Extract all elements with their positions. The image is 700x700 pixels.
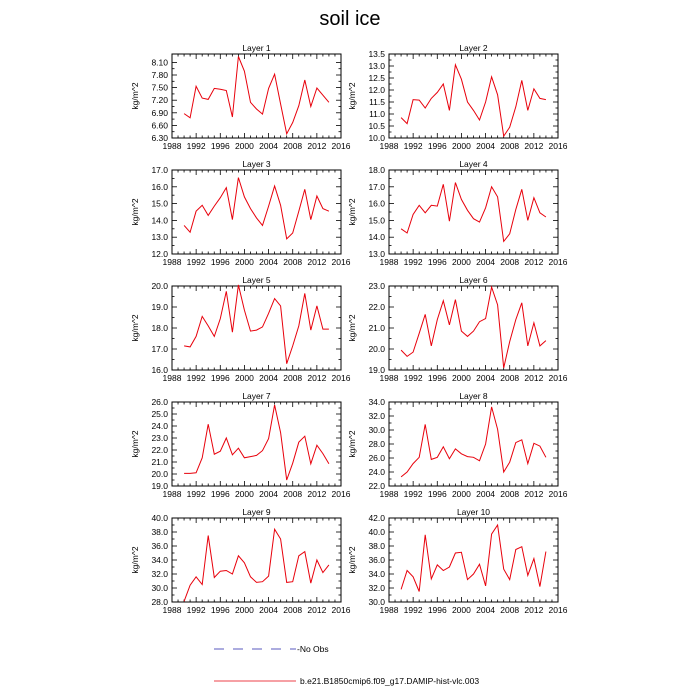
y-tick-label: 42.0 (368, 513, 385, 523)
y-tick-label: 16.0 (151, 365, 168, 375)
y-tick-label: 34.0 (368, 397, 385, 407)
y-tick-label: 12.0 (151, 249, 168, 259)
x-tick-label: 2008 (283, 489, 303, 499)
plot-frame (172, 402, 341, 486)
y-tick-label: 12.0 (368, 85, 385, 95)
x-tick-label: 1996 (210, 605, 230, 615)
x-tick-label: 2008 (500, 373, 520, 383)
panel-title: Layer 3 (242, 159, 271, 169)
x-tick-label: 1996 (210, 373, 230, 383)
x-tick-label: 2016 (548, 257, 568, 267)
y-tick-label: 40.0 (368, 527, 385, 537)
series-line (184, 57, 329, 134)
x-tick-label: 1988 (379, 373, 399, 383)
x-tick-label: 1992 (186, 257, 206, 267)
y-tick-label: 26.0 (368, 453, 385, 463)
y-tick-label: 8.10 (151, 57, 168, 68)
x-tick-label: 2004 (476, 489, 496, 499)
y-tick-label: 10.5 (368, 121, 385, 131)
y-tick-label: 28.0 (368, 439, 385, 449)
x-tick-label: 2004 (259, 257, 279, 267)
x-tick-label: 1988 (379, 489, 399, 499)
y-tick-label: 12.5 (368, 73, 385, 83)
x-tick-label: 1992 (186, 605, 206, 615)
x-tick-label: 2000 (234, 141, 254, 151)
x-tick-label: 2000 (451, 489, 471, 499)
y-axis-label: kg/m^2 (130, 82, 140, 110)
x-tick-label: 2000 (451, 257, 471, 267)
y-axis-label: kg/m^2 (347, 546, 357, 574)
x-tick-label: 1988 (162, 373, 182, 383)
x-tick-label: 2016 (331, 489, 351, 499)
chart-panel (130, 507, 351, 615)
panel-title: Layer 6 (459, 275, 488, 285)
x-tick-label: 2012 (307, 257, 327, 267)
y-tick-label: 20.0 (368, 344, 385, 354)
x-tick-label: 1988 (379, 605, 399, 615)
y-tick-label: 24.0 (151, 421, 168, 431)
series-line (401, 525, 546, 592)
y-tick-label: 7.80 (151, 70, 168, 80)
chart-panel (347, 507, 568, 615)
x-tick-label: 1988 (379, 141, 399, 151)
y-tick-label: 19.0 (151, 302, 168, 312)
y-tick-label: 24.0 (368, 467, 385, 477)
x-tick-label: 2012 (307, 605, 327, 615)
y-tick-label: 20.0 (151, 281, 168, 291)
y-axis-label: kg/m^2 (130, 430, 140, 458)
y-tick-label: 13.0 (368, 249, 385, 259)
panel-title: Layer 4 (459, 159, 488, 169)
x-tick-label: 2016 (331, 373, 351, 383)
series-line (401, 407, 546, 477)
y-tick-label: 30.0 (368, 425, 385, 435)
x-tick-label: 1992 (403, 489, 423, 499)
y-axis-label: kg/m^2 (130, 198, 140, 226)
y-axis-label: kg/m^2 (130, 546, 140, 574)
y-tick-label: 19.0 (151, 481, 168, 491)
x-tick-label: 1996 (210, 141, 230, 151)
page-title: soil ice (319, 8, 381, 30)
y-tick-label: 10.0 (368, 133, 385, 143)
y-tick-label: 22.0 (368, 302, 385, 312)
y-tick-label: 38.0 (368, 541, 385, 551)
legend-obs-label: -No Obs (297, 644, 329, 654)
y-tick-label: 16.0 (368, 198, 385, 209)
plot-frame (389, 402, 558, 486)
y-tick-label: 40.0 (151, 513, 168, 523)
x-tick-label: 2008 (500, 257, 520, 267)
x-tick-label: 2008 (283, 141, 303, 151)
chart-panel (130, 275, 351, 383)
plot-frame (172, 518, 341, 602)
panel-title: Layer 10 (456, 507, 491, 517)
x-tick-label: 2008 (283, 257, 303, 267)
x-tick-label: 2004 (476, 257, 496, 267)
panel-title: Layer 9 (242, 507, 271, 517)
y-tick-label: 17.0 (151, 344, 168, 354)
x-tick-label: 2004 (259, 605, 279, 615)
y-tick-label: 11.5 (369, 97, 385, 107)
x-tick-label: 2012 (307, 489, 327, 499)
x-tick-label: 1988 (162, 257, 182, 267)
x-tick-label: 1992 (186, 489, 206, 499)
y-axis-label: kg/m^2 (347, 314, 357, 342)
x-tick-label: 2000 (234, 489, 254, 499)
panel-title: Layer 8 (459, 391, 488, 401)
x-tick-label: 2004 (259, 373, 279, 383)
y-tick-label: 30.0 (151, 583, 168, 593)
x-tick-label: 2012 (524, 373, 544, 383)
x-tick-label: 2004 (476, 373, 496, 383)
x-tick-label: 2012 (524, 489, 544, 499)
x-tick-label: 2008 (283, 605, 303, 615)
y-tick-label: 36.0 (151, 541, 168, 551)
y-axis-label: kg/m^2 (347, 198, 357, 226)
x-tick-label: 2004 (259, 489, 279, 499)
x-tick-label: 2008 (500, 605, 520, 615)
chart-panel (347, 159, 568, 267)
y-tick-label: 38.0 (151, 527, 168, 537)
x-tick-label: 2012 (307, 141, 327, 151)
y-tick-label: 6.90 (151, 107, 168, 118)
y-tick-label: 30.0 (368, 597, 385, 607)
x-tick-label: 2012 (524, 257, 544, 267)
x-tick-label: 1996 (427, 257, 447, 267)
y-tick-label: 22.0 (151, 445, 168, 455)
x-tick-label: 2000 (451, 373, 471, 383)
y-tick-label: 13.5 (368, 49, 385, 59)
legend-model-label: b.e21.B1850cmip6.f09_g17.DAMIP-hist-vlc.003 (300, 676, 480, 686)
x-tick-label: 1992 (403, 605, 423, 615)
y-tick-label: 34.0 (151, 555, 168, 565)
panel-title: Layer 7 (242, 391, 271, 401)
y-tick-label: 18.0 (151, 323, 168, 333)
x-tick-label: 2008 (283, 373, 303, 383)
y-tick-label: 36.0 (368, 555, 385, 565)
y-tick-label: 6.30 (151, 133, 168, 143)
y-tick-label: 32.0 (368, 411, 385, 421)
y-tick-label: 6.60 (151, 120, 168, 131)
series-line (401, 65, 546, 136)
x-tick-label: 1988 (379, 257, 399, 267)
y-tick-label: 18.0 (368, 165, 385, 175)
y-tick-label: 13.0 (151, 232, 168, 243)
x-tick-label: 2012 (524, 141, 544, 151)
series-line (184, 178, 329, 239)
chart-panel (130, 391, 351, 499)
y-tick-label: 16.0 (151, 181, 168, 192)
chart-panel (130, 159, 351, 267)
x-tick-label: 1996 (210, 489, 230, 499)
y-tick-label: 23.0 (151, 433, 168, 443)
y-tick-label: 20.0 (151, 469, 168, 479)
x-tick-label: 1988 (162, 605, 182, 615)
series-line (184, 285, 329, 364)
panel-title: Layer 5 (242, 275, 271, 285)
x-tick-label: 2000 (451, 605, 471, 615)
panel-title: Layer 1 (242, 43, 271, 53)
plot-frame (172, 170, 341, 254)
x-tick-label: 2016 (548, 489, 568, 499)
x-tick-label: 1992 (403, 141, 423, 151)
x-tick-label: 2004 (476, 605, 496, 615)
series-line (184, 529, 329, 601)
chart-panel (347, 275, 568, 383)
y-tick-label: 26.0 (151, 397, 168, 407)
y-tick-label: 7.20 (151, 95, 168, 106)
x-tick-label: 2000 (234, 373, 254, 383)
x-tick-label: 1996 (427, 605, 447, 615)
plot-frame (389, 518, 558, 602)
x-tick-label: 2000 (234, 605, 254, 615)
y-tick-label: 25.0 (151, 409, 168, 419)
y-tick-label: 32.0 (368, 583, 385, 593)
y-tick-label: 7.50 (151, 82, 168, 93)
x-tick-label: 2016 (331, 141, 351, 151)
x-tick-label: 1992 (186, 141, 206, 151)
x-tick-label: 1988 (162, 141, 182, 151)
x-tick-label: 2012 (307, 373, 327, 383)
y-tick-label: 32.0 (151, 569, 168, 579)
y-tick-label: 21.0 (151, 457, 168, 467)
plot-frame (172, 286, 341, 370)
y-tick-label: 15.0 (151, 198, 168, 209)
y-tick-label: 11.0 (369, 109, 385, 119)
x-tick-label: 1992 (186, 373, 206, 383)
x-tick-label: 2004 (476, 141, 496, 151)
x-tick-label: 2000 (234, 257, 254, 267)
x-tick-label: 1992 (403, 257, 423, 267)
chart-panel (347, 43, 568, 151)
x-tick-label: 1996 (210, 257, 230, 267)
legend (214, 644, 479, 686)
x-tick-label: 1996 (427, 373, 447, 383)
x-tick-label: 1996 (427, 141, 447, 151)
y-tick-label: 22.0 (368, 481, 385, 491)
x-tick-label: 2016 (331, 605, 351, 615)
x-tick-label: 1988 (162, 489, 182, 499)
x-tick-label: 2016 (548, 373, 568, 383)
series-line (401, 287, 546, 368)
y-axis-label: kg/m^2 (130, 314, 140, 342)
y-tick-label: 28.0 (151, 597, 168, 607)
x-tick-label: 2008 (500, 489, 520, 499)
y-tick-label: 23.0 (368, 281, 385, 291)
panel-title: Layer 2 (459, 43, 488, 53)
plot-frame (172, 54, 341, 138)
x-tick-label: 2016 (548, 605, 568, 615)
x-tick-label: 1992 (403, 373, 423, 383)
y-tick-label: 14.0 (368, 232, 385, 243)
x-tick-label: 2004 (259, 141, 279, 151)
series-line (184, 405, 329, 480)
x-tick-label: 2000 (451, 141, 471, 151)
x-tick-label: 2016 (331, 257, 351, 267)
chart-panel (347, 391, 568, 499)
x-tick-label: 2008 (500, 141, 520, 151)
y-tick-label: 17.0 (151, 165, 168, 175)
y-tick-label: 17.0 (368, 181, 385, 192)
y-tick-label: 13.0 (368, 61, 385, 71)
y-tick-label: 15.0 (368, 215, 385, 226)
y-tick-label: 14.0 (151, 215, 168, 226)
chart-panel (130, 43, 351, 151)
x-tick-label: 2016 (548, 141, 568, 151)
series-line (401, 183, 546, 242)
x-tick-label: 1996 (427, 489, 447, 499)
y-axis-label: kg/m^2 (347, 82, 357, 110)
y-tick-label: 19.0 (368, 365, 385, 375)
y-tick-label: 34.0 (368, 569, 385, 579)
plot-frame (389, 54, 558, 138)
x-tick-label: 2012 (524, 605, 544, 615)
y-axis-label: kg/m^2 (347, 430, 357, 458)
y-tick-label: 21.0 (368, 323, 385, 333)
